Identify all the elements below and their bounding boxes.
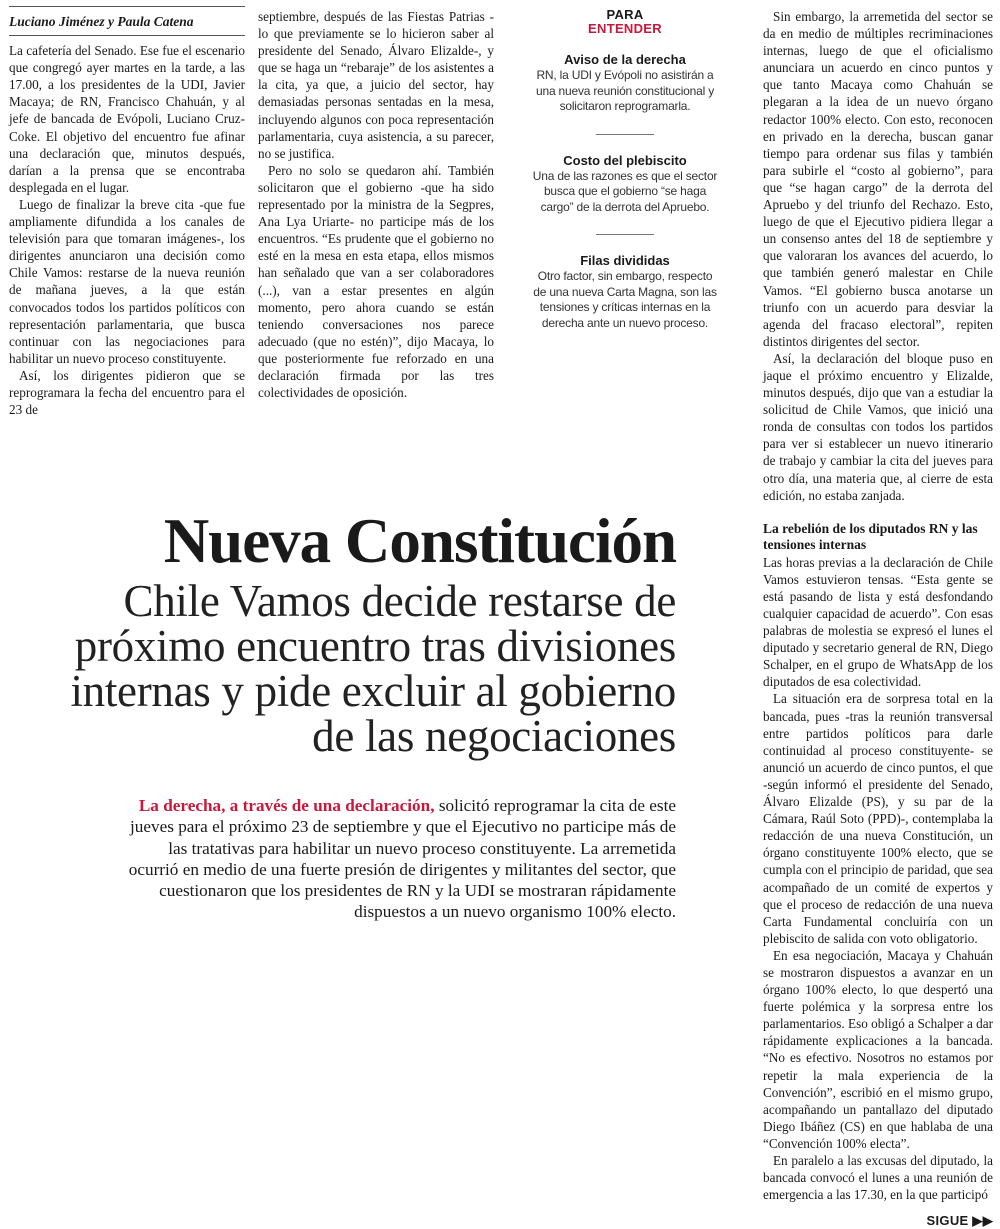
sidebar-item-title: Aviso de la derecha: [564, 52, 686, 67]
byline: Luciano Jiménez y Paula Catena: [9, 6, 245, 36]
sidebar-item-text: Otro factor, sin embargo, respecto de una nueva Carta Magna, son las tensiones y críticas internas en la derecha ante un nuevo proceso.: [533, 269, 717, 330]
lead-paragraph: [120, 795, 676, 923]
paragraph: Así, los dirigentes pidieron que se reprogramara la fecha del encuentro para el 23 de: [9, 367, 245, 418]
sidebar-item-title: Costo del plebiscito: [563, 152, 687, 168]
paragraph: Luego de finalizar la breve cita -que fue ampliamente difundida a los canales de televisión para que tomaran imágenes-, los dirigentes anunciaron una decisión como Chile Vamos: restarse de la nueva reunión de mañana jueves, a la que están convocados todos los partidos políticos con representación parlamentaria, que busca continuar con las negociaciones para habilitar un nuevo proceso constituyente.: [9, 196, 245, 366]
kicker-para: PARA: [606, 7, 644, 22]
sidebar-item: [530, 52, 720, 115]
paragraph: La situación era de sorpresa total en la bancada, pues -tras la reunión transversal entre partidos políticos para darle continuidad al proceso constituyente- se anunció un acuerdo de cinco puntos, el que -según informó el presidente del Senado, Álvaro Elizalde (PS), y su par de la Cámara, Raúl Soto (PPD)-, contemplaba la redacción de una nueva Constitución, un órgano constituyente 100% electo, que se cumpla con el principio de paridad, que sea acompañado de un comité de expertos y que el proceso de redacción de una nueva Carta Fundamental concluiría con un plebiscito de salida con voto obligatorio.: [763, 691, 993, 946]
paragraph: En paralelo a las excusas del diputado, la bancada convocó el lunes a una reunión de emergencia a las 17.30, en la que participó: [763, 1153, 993, 1203]
paragraph: Las horas previas a la declaración de Chile Vamos estuvieron tensas. “Esta gente se está pasando de lista y está desfondando cualquier capacidad de acuerdo”. Con esas palabras de molestia se expresó el lunes el diputado y secretario general de RN, Diego Schalper, en el grupo de WhatsApp de los diputados de esa colectividad.: [763, 554, 993, 690]
sidebar-item-text: Una de las razones es que el sector busca que el gobierno “se haga cargo” de la derrota del Apruebo.: [532, 168, 718, 214]
article-column-4: [763, 8, 993, 1229]
para-entender-sidebar: [530, 8, 720, 331]
paragraph: En esa negociación, Macaya y Chahuán se mostraron dispuestos a avanzar en un órgano 100% electo, lo que despertó una fuerte polémica y la sorpresa entre los parlamentarios. Eso obligó a Schalper a dar rápidamente explicaciones a la bancada. “No es efectivo. Nosotros no estamos por repetir la mala experiencia de la Convención”, escribió en el mismo grupo, acompañando un pantallazo del diputado Diego Ibáñez (CS) en que hablaba de una “Convención 100% electa”.: [763, 947, 993, 1151]
article-column-2: [258, 8, 494, 401]
article-column-1: [9, 6, 245, 418]
paragraph: Así, la declaración del bloque puso en jaque el próximo encuentro y Elizalde, minutos después, dijo que van a estudiar la solicitud de Chile Vamos, que inició una ronda de consultas con todos los partidos para ver si establecer un nuevo itinerario de trabajo y cambiar la cita del jueves para otro día, una materia que, al cierre de esta edición, no estaba zanjada.: [763, 350, 993, 503]
divider: [596, 134, 654, 135]
sidebar-item: [530, 153, 720, 216]
paragraph: Sin embargo, la arremetida del sector se da en medio de múltiples recriminaciones internas, luego de que el oficialismo anunciara un acuerdo en cinco puntos y que tanto Macaya como Chahuán se plegaran a la idea de un nuevo órgano redactor 100% electo. Con esto, reconocen en privado en la derecha, buscan ganar tiempo para ordenar sus filas y también para subirle el “costo al gobierno”, para que “se hagan cargo” de la derrota del Apruebo y del triunfo del Rechazo. Esto, luego de que el Ejecutivo pidiera llegar a un consenso antes del 18 de septiembre y que valoraran los avances del acuerdo, lo que también generó malestar en Chile Vamos. “El gobierno busca anotarse un triunfo con un acuerdo para desviar la agenda del fracaso electoral”, repiten distintos dirigentes del sector.: [763, 9, 993, 349]
paragraph: septiembre, después de las Fiestas Patrias -lo que previamente se lo hicieron saber al presidente del Senado, Álvaro Elizalde-, y que se haga un “rebaraje” de los asistentes a la cita, ya que, a juicio del sector, hay demasiadas personas sentadas en la mesa, incluyendo algunos con poca representación parlamentaria, cuya asistencia, a su parecer, no se justifica.: [258, 9, 494, 161]
sidebar-item: [530, 253, 720, 331]
lead-highlight: La derecha, a través de una declaración,: [138, 796, 435, 815]
paragraph: Pero no solo se quedaron ahí. También solicitaron que el gobierno -que ha sido representado por la ministra de la Segpres, Ana Lya Uriarte- no participe más de los encuentros. “Es prudente que el gobierno no esté en la mesa en esta etapa, ellos mismos han señalado que van a ser colaboradores (...), van a estar presentes en algún momento, pero ahora cuando se están teniendo conversaciones nos parece adecuado (que no estén)”, dijo Macaya, lo que posteriormente fue reforzado en una declaración firmada por las tres colectividades de oposición.: [258, 162, 494, 401]
sidebar-item-title: Filas divididas: [580, 253, 670, 268]
continue-marker: SIGUE ▶▶: [926, 1213, 993, 1229]
sidebar-kicker: [530, 8, 720, 36]
section-subhead: La rebelión de los diputados RN y las tensiones internas: [763, 520, 978, 552]
sidebar-item-text: RN, la UDI y Evópoli no asistirán a una nueva reunión constitucional y solicitaron reprogramarla.: [536, 68, 714, 113]
divider: [596, 234, 654, 235]
headline-title: Nueva Constitución: [163, 506, 676, 576]
kicker-entender: ENTENDER: [588, 21, 662, 36]
headline-block: [20, 505, 676, 923]
paragraph: La cafetería del Senado. Ese fue el escenario que congregó ayer martes en la tarde, a las 17.00, a los presidentes de la UDI, Javier Macaya; de RN, Francisco Chahuán, y al jefe de bancada de Evópoli, Luciano Cruz-Coke. El objetivo del encuentro fue afinar una declaración que, minutos después, darían a la prensa que se encontraba desplegada en el lugar.: [9, 43, 245, 195]
lead-text: solicitó reprogramar la cita de este jueves para el próximo 23 de septiembre y que el Ejecutivo no participe más de las tratativas para habilitar un nuevo proceso constituyente. La arremetida ocurrió en medio de una fuerte presión de dirigentes y militantes del sector, que cuestionaron que los presidentes de RN y la UDI se mostraran rápidamente dispuestos a un nuevo organismo 100% electo.: [128, 796, 676, 922]
headline-deck: Chile Vamos decide restarse de próximo encuentro tras divisiones internas y pide excluir al gobierno de las negociaciones: [70, 576, 676, 761]
